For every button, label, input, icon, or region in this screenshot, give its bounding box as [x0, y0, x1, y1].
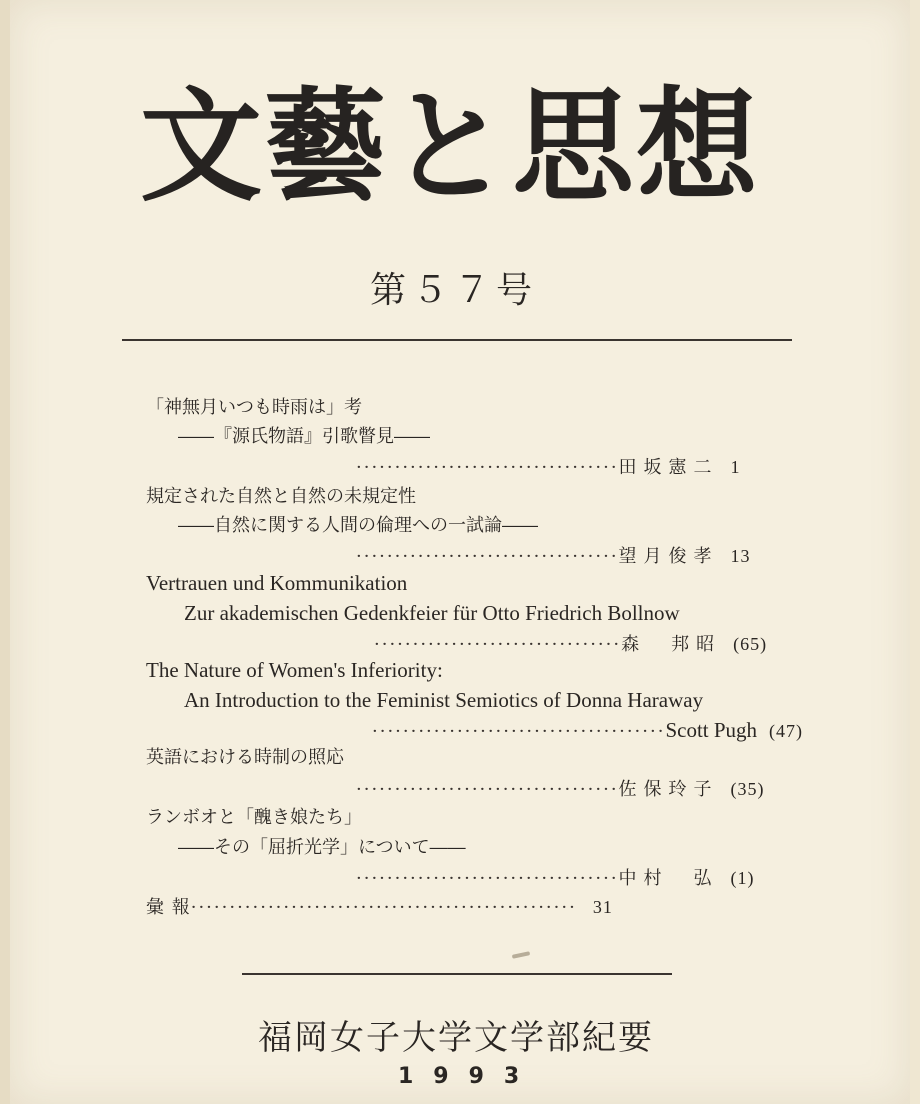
publisher: 福岡女子大学文学部紀要 — [258, 1018, 654, 1058]
toc-subtitle: ――その「屈折光学」について―― — [178, 837, 466, 858]
dot-leader: ·································· — [356, 546, 619, 567]
toc-leader — [356, 866, 755, 891]
toc-author: 佐保玲子 — [618, 779, 719, 800]
dot-leader: ·················································· — [190, 897, 577, 918]
toc-leader — [374, 632, 767, 657]
toc-title: 「神無月いつも時雨は」考 — [146, 397, 362, 418]
toc-author: 望月俊孝 — [618, 546, 719, 567]
toc-author: 中村 弘 — [618, 868, 719, 889]
dot-leader: ·································· — [356, 457, 619, 478]
dot-leader: ································ — [374, 634, 622, 655]
toc-page: (35) — [730, 779, 765, 799]
toc-subtitle: ――『源氏物語』引歌瞥見―― — [178, 426, 430, 447]
toc-title: Vertrauen und Kommunikation — [146, 571, 408, 595]
news-page: 31 — [592, 897, 613, 917]
issue-number: 第５７号 — [370, 270, 539, 311]
publication-year: 1993 — [398, 1064, 540, 1089]
news-label: 彙 報 — [146, 897, 191, 918]
toc-page: (1) — [730, 868, 755, 888]
toc-title: 英語における時制の照応 — [146, 747, 344, 768]
toc-title: ランボオと「醜き娘たち」 — [146, 807, 362, 828]
toc-leader — [356, 544, 751, 569]
toc-subtitle: Zur akademischen Gedenkfeier für Otto Friedrich Bollnow — [184, 601, 680, 625]
toc-page: (47) — [769, 721, 804, 741]
toc-news — [146, 895, 613, 920]
bottom-divider — [242, 973, 672, 975]
toc-leader — [356, 455, 741, 480]
toc-author: Scott Pugh — [665, 718, 758, 742]
toc-author: 田坂憲二 — [618, 457, 719, 478]
toc-author: 森 邦昭 — [621, 634, 722, 655]
toc-leader — [356, 777, 765, 802]
toc-title: 規定された自然と自然の未規定性 — [146, 486, 416, 507]
toc-title: The Nature of Women's Inferiority: — [146, 658, 443, 682]
toc-page: 13 — [730, 546, 751, 566]
toc-page: (65) — [733, 634, 768, 654]
journal-title: 文藝と思想 — [140, 76, 760, 218]
toc-subtitle: ――自然に関する人間の倫理への一試論―― — [178, 515, 538, 536]
toc-leader — [372, 718, 803, 744]
dot-leader: ·································· — [356, 868, 619, 889]
dot-leader: ·································· — [356, 779, 619, 800]
toc-page: 1 — [730, 457, 741, 477]
toc-subtitle: An Introduction to the Feminist Semiotics of Donna Haraway — [184, 688, 704, 712]
dot-leader: ······································ — [372, 721, 666, 742]
